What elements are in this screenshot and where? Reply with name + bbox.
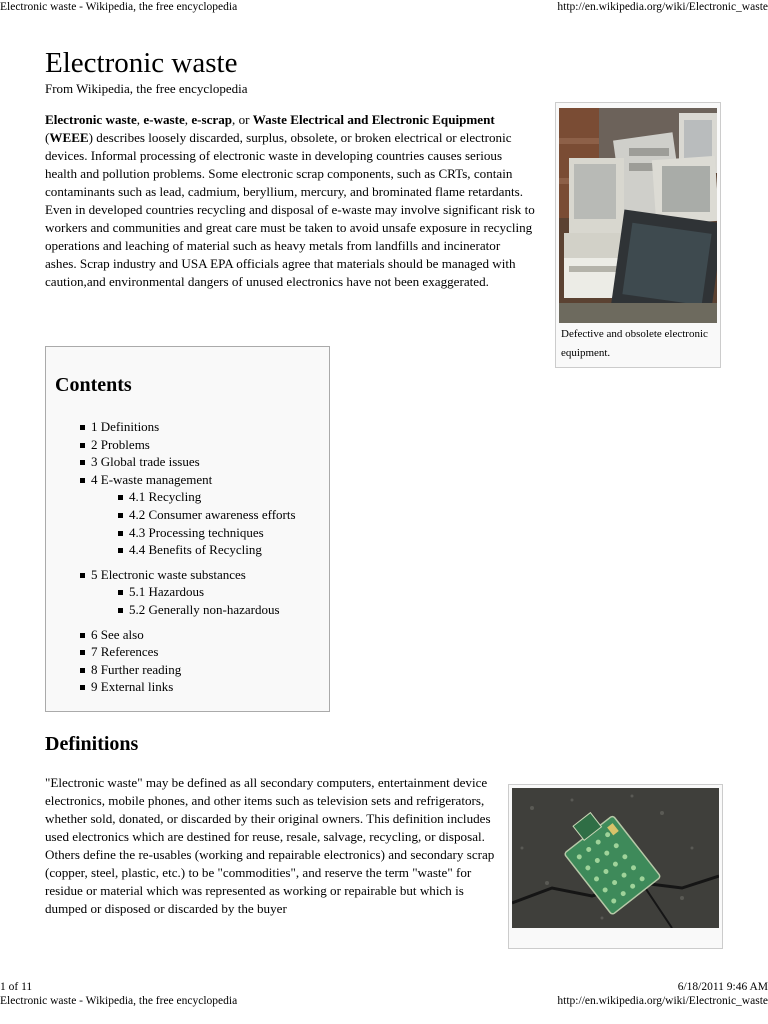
page-subtitle: From Wikipedia, the free encyclopedia xyxy=(45,81,248,96)
toc-item-label[interactable]: 1 Definitions xyxy=(91,419,160,434)
toc-item-further-reading[interactable] xyxy=(80,661,296,679)
section-heading-definitions: Definitions xyxy=(45,733,139,755)
toc-sublist xyxy=(91,488,296,558)
toc-item-label[interactable]: 7 References xyxy=(91,644,159,660)
toc-item-label[interactable]: 8 Further reading xyxy=(91,661,182,677)
toc-item-processing-techniques[interactable] xyxy=(118,524,296,542)
toc-item-references[interactable] xyxy=(80,643,296,661)
lead-term-weee-full: Waste Electrical and Electronic Equipment xyxy=(252,112,495,127)
table-of-contents xyxy=(45,346,330,712)
toc-item-label[interactable]: 4 E-waste management xyxy=(91,471,213,487)
lead-term-weee: WEEE xyxy=(49,130,89,145)
toc-item-label[interactable]: 5.2 Generally non-hazardous xyxy=(129,601,280,617)
toc-item-benefits-recycling[interactable] xyxy=(118,541,296,559)
toc-item-hazardous[interactable] xyxy=(118,583,296,601)
toc-list xyxy=(80,418,296,696)
definitions-paragraph: "Electronic waste" may be defined as all secondary computers, entertainment device electronics, mobile phones, and other items such as television sets and refrigerators, whether sold, donated, or discarded by their original owners. This definition includes used electronics which are destined for reuse, resale, salvage, recycling, or disposal. Others define the re-usables (working and repairable electronics) and secondary scrap (copper, steel, plastic, etc.) to be "commodities", and reserve the term "waste" for residue or material which was represented as working or repairable but which is dumped or disposed or discarded by the buyer xyxy=(45,775,495,916)
toc-item-label[interactable]: 4.4 Benefits of Recycling xyxy=(129,542,262,558)
thumbnail-caption: Defective and obsolete electronic equipment. xyxy=(561,328,708,359)
print-footer-title: Electronic waste - Wikipedia, the free encyclopedia xyxy=(0,995,238,1007)
thumbnail-circuit-board xyxy=(508,784,723,949)
toc-item-consumer-awareness[interactable] xyxy=(118,506,296,524)
lead-text: , xyxy=(136,112,144,127)
toc-item-global-trade[interactable] xyxy=(80,453,296,471)
lead-text: , xyxy=(184,112,192,127)
print-footer-meta xyxy=(0,980,768,994)
print-header-title: Electronic waste - Wikipedia, the free encyclopedia xyxy=(0,1,238,13)
toc-item-non-hazardous[interactable] xyxy=(118,601,296,619)
print-header xyxy=(0,0,768,14)
toc-item-label[interactable]: 6 See also xyxy=(91,626,144,642)
toc-item-label[interactable]: 5.1 Hazardous xyxy=(129,584,205,600)
electronic-equipment-illustration xyxy=(559,108,717,323)
thumbnail-electronic-equipment xyxy=(555,102,721,368)
toc-item-recycling[interactable] xyxy=(118,488,296,506)
toc-item-label[interactable]: 2 Problems xyxy=(91,436,150,452)
circuit-board-illustration xyxy=(512,788,719,928)
toc-item-external-links[interactable] xyxy=(80,678,296,696)
toc-item-substances[interactable] xyxy=(80,566,296,626)
print-page-number: 1 of 11 xyxy=(0,981,33,993)
toc-item-see-also[interactable] xyxy=(80,626,296,644)
toc-heading: Contents xyxy=(55,374,132,396)
lead-text: ( xyxy=(45,130,50,145)
lead-term-e-waste: e-waste xyxy=(143,112,185,127)
print-header-url[interactable]: http://en.wikipedia.org/wiki/Electronic_waste xyxy=(557,1,768,13)
lead-text: , or xyxy=(232,112,253,127)
toc-sublist xyxy=(91,583,296,618)
toc-item-label[interactable]: 9 External links xyxy=(91,679,174,695)
lead-text: ) describes loosely discarded, surplus, obsolete, or broken electrical or electronic devices. Informal processing of electronic waste in developing countries causes serious health and pollution problems. Some electronic scrap components, such as CRTs, contain contaminants such as lead, cadmium, beryllium, mercury, and brominated flame retardants. Even in developed countries recycling and disposal of e-waste may involve significant risk to workers and communities and great care must be taken to avoid unsafe exposure in recycling operations and leaching of material such as heavy metals from landfills and incinerator ashes. Scrap industry and USA EPA officials agree that materials should be managed with caution,and environmental dangers of unused electronics have not been exaggerated. xyxy=(45,130,535,289)
lead-term-e-scrap: e-scrap xyxy=(191,112,233,127)
lead-paragraph xyxy=(45,111,535,291)
toc-item-label[interactable]: 4.2 Consumer awareness efforts xyxy=(129,506,296,522)
print-datetime: 6/18/2011 9:46 AM xyxy=(677,981,768,993)
lead-term-electronic-waste: Electronic waste xyxy=(45,112,137,127)
page-title: Electronic waste xyxy=(45,47,238,79)
toc-item-label[interactable]: 4.1 Recycling xyxy=(129,489,202,505)
print-footer-url[interactable]: http://en.wikipedia.org/wiki/Electronic_waste xyxy=(557,995,768,1007)
toc-item-e-waste-management[interactable] xyxy=(80,471,296,566)
toc-item-problems[interactable] xyxy=(80,436,296,454)
toc-item-definitions[interactable] xyxy=(80,418,296,436)
print-footer xyxy=(0,994,768,1008)
electronic-equipment-photo[interactable] xyxy=(559,108,717,323)
circuit-board-photo[interactable] xyxy=(512,788,719,928)
toc-item-label[interactable]: 3 Global trade issues xyxy=(91,454,200,470)
toc-item-label[interactable]: 4.3 Processing techniques xyxy=(129,524,264,540)
toc-item-label[interactable]: 5 Electronic waste substances xyxy=(91,566,246,582)
